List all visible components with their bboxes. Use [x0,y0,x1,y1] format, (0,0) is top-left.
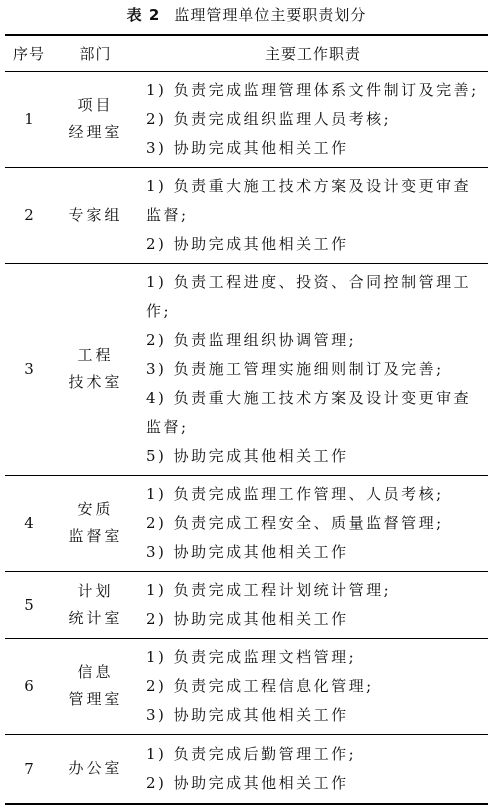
duty-item: 2) 负责完成工程安全、质量监督管理; [146,513,444,532]
row-department [53,475,138,571]
duty-item: 1) 负责工程进度、投资、合同控制管理工作; [146,272,472,320]
table-title: 监理管理单位主要职责划分 [174,6,367,24]
row-duties [138,571,488,638]
department-line: 管理室 [68,690,123,708]
duty-item: 3) 协助完成其他相关工作 [146,705,349,724]
row-number: 6 [24,677,34,695]
row-number: 4 [24,514,34,532]
duty-item: 1) 负责完成工程计划统计管理; [146,580,392,599]
row-duties [138,263,488,475]
department-line: 经理室 [68,123,123,141]
row-duties [138,734,488,804]
row-number: 2 [24,206,34,224]
duty-item: 4) 负责重大施工技术方案及设计变更审查监督; [146,388,472,436]
row-duties [138,167,488,263]
table-row [5,167,488,263]
row-number: 7 [24,759,34,778]
duty-item: 1) 负责完成监理管理体系文件制订及完善; [146,80,479,99]
table-row [5,638,488,734]
department-line: 技术室 [68,373,123,391]
row-number: 3 [24,360,34,378]
duty-item: 1) 负责完成监理工作管理、人员考核; [146,484,444,503]
duty-item: 3) 协助完成其他相关工作 [146,138,349,157]
table-number: 表 2 [126,6,161,24]
duty-item: 2) 协助完成其他相关工作 [146,234,349,253]
department-line: 专家组 [68,205,123,224]
department-line: 安质 [77,500,114,518]
header-department: 部门 [53,35,138,71]
row-department [53,71,138,167]
table-row [5,263,488,475]
duty-item: 2) 协助完成其他相关工作 [146,609,349,628]
department-line: 统计室 [68,608,123,627]
table-caption [0,4,493,25]
responsibility-table [5,34,488,805]
department-line: 项目 [77,96,114,114]
department-line: 计划 [77,581,114,600]
duty-item: 1) 负责完成监理文档管理; [146,647,357,666]
header-duties: 主要工作职责 [138,35,488,71]
department-line: 工程 [77,346,114,364]
duty-item: 1) 负责重大施工技术方案及设计变更审查监督; [146,176,472,224]
row-duties [138,71,488,167]
department-line: 信息 [77,663,114,681]
department-line: 监督室 [68,527,123,545]
row-department [53,734,138,804]
duty-item: 3) 负责施工管理实施细则制订及完善; [146,359,444,378]
row-department [53,263,138,475]
table-row [5,571,488,638]
row-number: 1 [24,110,34,128]
table-header-row [5,35,488,71]
row-department [53,571,138,638]
duty-item: 2) 协助完成其他相关工作 [146,773,349,792]
row-number: 5 [24,595,34,614]
row-department [53,638,138,734]
duty-item: 2) 负责监理组织协调管理; [146,330,357,349]
row-department [53,167,138,263]
department-line: 办公室 [68,759,123,778]
header-number: 序号 [5,35,53,71]
table-body [5,71,488,804]
table-row [5,734,488,804]
duty-item: 5) 协助完成其他相关工作 [146,446,349,465]
duty-item: 1) 负责完成后勤管理工作; [146,744,357,763]
duty-item: 2) 负责完成组织监理人员考核; [146,109,392,128]
row-duties [138,475,488,571]
row-duties [138,638,488,734]
duty-item: 3) 协助完成其他相关工作 [146,542,349,561]
duty-item: 2) 负责完成工程信息化管理; [146,676,374,695]
table-row [5,71,488,167]
table-row [5,475,488,571]
